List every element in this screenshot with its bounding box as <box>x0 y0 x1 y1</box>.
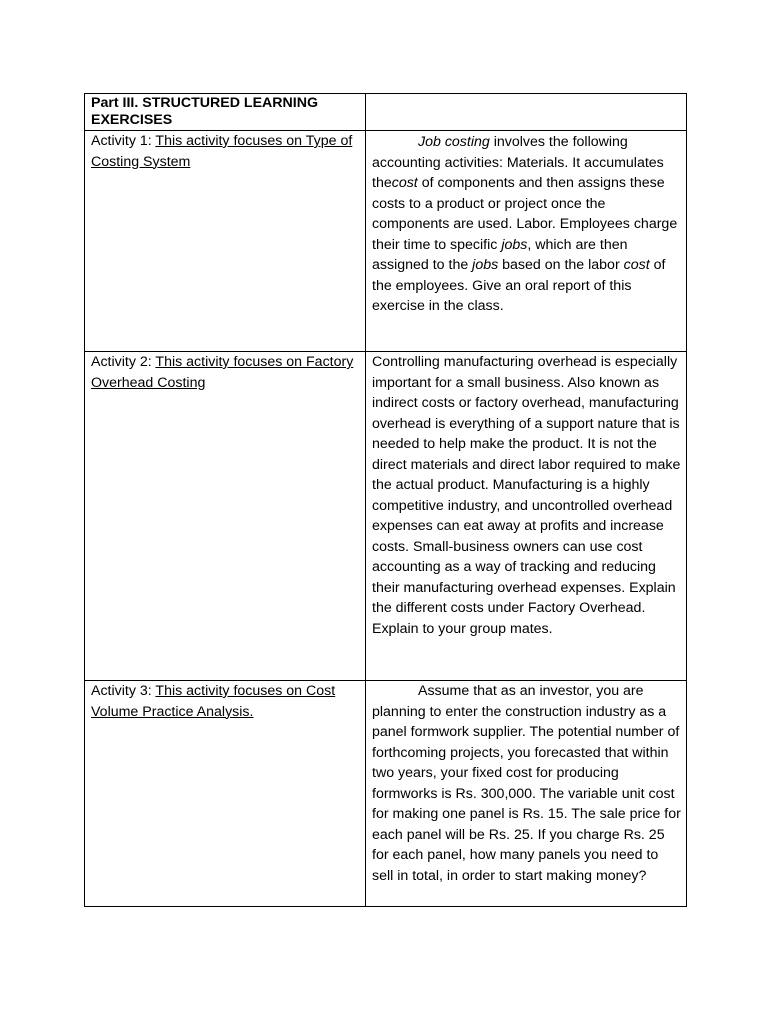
structured-learning-table <box>84 93 687 907</box>
table-header-row <box>85 94 687 131</box>
activity-3-prefix: Activity 3: <box>91 683 156 699</box>
activity-1-title: This activity focuses on Type of Costing System <box>91 133 353 170</box>
activity-2-title: This activity focuses on Factory Overhead Costing <box>91 354 354 391</box>
text-run: , which are then assigned to the <box>372 236 628 273</box>
italic-term: cost <box>623 257 650 273</box>
activity-3-description <box>372 683 681 884</box>
text-run: of the employees. Give an oral report of this exercise in the class. <box>372 257 666 314</box>
italic-term: cost <box>391 175 418 191</box>
italic-term: jobs <box>472 257 499 273</box>
part-title-cell: Part III. STRUCTURED LEARNING EXERCISES <box>85 94 366 131</box>
text-run: based on the labor <box>498 257 624 273</box>
activity-2-label-cell <box>85 352 366 681</box>
italic-term: jobs <box>501 236 528 253</box>
activity-1-label-cell <box>85 131 366 352</box>
activity-row-1 <box>85 131 687 352</box>
text-run: Assume that as an investor, you are planning to enter the construction industry as a panel formwork supplier. The potential number of forthcoming projects, you forecasted that within two years, your fixed cost for producing formworks is Rs. 300,000. The variable unit cost for making one panel is Rs. 15. The sale price for each panel will be Rs. 25. If you charge Rs. 25 for each panel, how many panels you need to sell in total, in order to start making money? <box>372 683 681 884</box>
activity-3-description-cell <box>366 681 687 907</box>
activity-2-prefix: Activity 2: <box>91 354 156 370</box>
activity-row-2 <box>85 352 687 681</box>
activity-1-description-cell <box>366 131 687 352</box>
activity-1-prefix: Activity 1: <box>91 133 156 149</box>
activity-3-title: This activity focuses on Cost Volume Practice Analysis. <box>91 683 336 720</box>
header-empty-cell <box>366 94 687 131</box>
text-run: of components and then assigns these costs to a product or project once the components are used. Labor. Employees charge their time to specific <box>372 175 678 253</box>
italic-term: Job costing <box>418 134 490 150</box>
activity-2-description-cell <box>366 352 687 681</box>
activity-2-description <box>372 354 680 637</box>
activity-3-label-cell <box>85 681 366 907</box>
text-run: Controlling manufacturing overhead is especially important for a small business. Also known as indirect costs or factory overhead, manufacturing overhead is everything of a support nature that is needed to help make the product. It is not the direct materials and direct labor required to make the actual product. Manufacturing is a highly competitive industry, and uncontrolled overhead expenses can eat away at profits and increase costs. Small-business owners can use cost accounting as a way of tracking and reducing their manufacturing overhead expenses. Explain the different costs under Factory Overhead. Explain to your group mates. <box>372 354 681 637</box>
activity-row-3 <box>85 681 687 907</box>
activity-1-description <box>372 134 677 314</box>
text-run: involves the following accounting activities: Materials. It accumulates the <box>372 134 664 191</box>
